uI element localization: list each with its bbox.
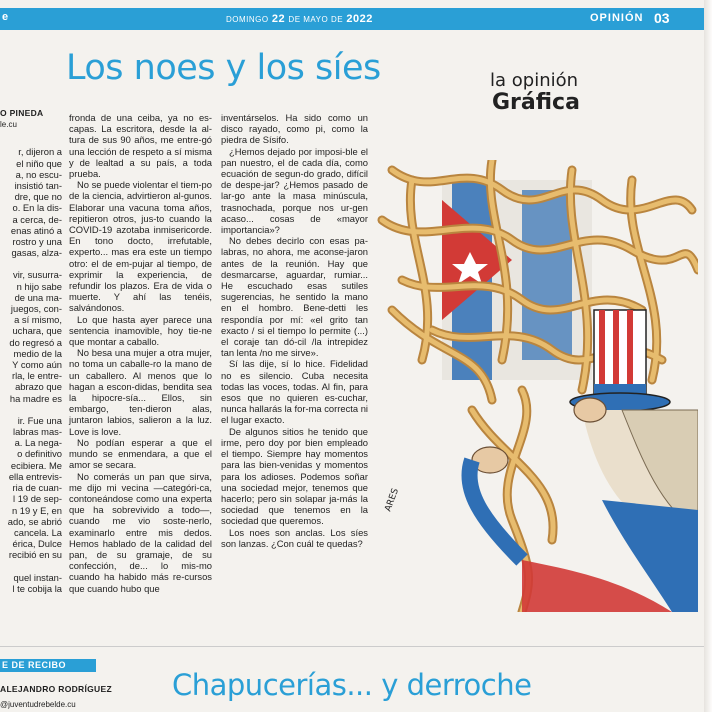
- article-paragraph: No besa una mujer a otra mujer, no toma un caballe-ro la mano de un caballero. Al menos que lo hagan a escon-didas, bendita sea la hipocre-sía... Ellos, sin embargo, ten-dieron alas, juntaron labios, salieron a la luz. Love is love.: [69, 347, 212, 437]
- article-paragraph: Lo que hasta ayer parece una sentencia inamovible, hoy tie-ne que montar a caballo.: [69, 313, 212, 348]
- column-left-line: juegos, con-: [10, 303, 62, 315]
- next-article-author: ALEJANDRO RODRÍGUEZ: [0, 684, 112, 694]
- section-name: OPINIÓN: [590, 12, 644, 24]
- header-left-fragment: e: [2, 11, 9, 23]
- article-column-left-cropped: [0, 108, 62, 594]
- column-left-line: quel instan-: [13, 571, 62, 583]
- article-paragraph: No comerás un pan que sirva, me dijo mi vecina —categóri-ca, contoneándose como una experta que ha sobrevivido a todo—, cuando me vio soste-nerlo, examinarlo entre mis dedos. Hemos hablado de la calidad del pan, de su gramaje, de su confección, de... lo mis-mo cuando ha habido más re-cursos que cuando hubo que: [69, 470, 212, 594]
- column-left-line: gasas, alza-: [11, 247, 62, 259]
- date-year: 2022: [346, 13, 373, 25]
- column-left-line: do regresó a: [9, 336, 62, 348]
- column-left-line: dre, que no: [14, 191, 62, 203]
- article-paragraph: fronda de una ceiba, ya no es-capas. La escritora, desde la al-tura de sus 90 años, me entre-gó una lección de respeto a sí misma y de lealtad a su país, a toda prueba.: [69, 112, 212, 180]
- article-paragraph: ¿Hemos dejado por imposi-ble el pan nuestro, el de cada día, como ecuación de segun-do grado, difícil de despe-jar? ¿Hemos pasado de lar-go ante la masa minúscula, trasnochada, porque nos ur-gen acaso... cosas de «mayor importancia»?: [221, 145, 368, 236]
- next-article-byline: [0, 684, 112, 712]
- column-left-line: érica, Dulce: [12, 538, 62, 550]
- cartoon-signature: ARES: [383, 487, 401, 514]
- column-left-line: abrazo que: [15, 381, 62, 393]
- column-left-line: a sí mismo,: [14, 314, 62, 326]
- column-left-line: el niño que: [16, 157, 62, 169]
- opinion-grafica-title-line2: Gráfica: [492, 90, 580, 115]
- column-left-line: labras mas-: [13, 426, 62, 438]
- column-left-line: ha madre es: [9, 392, 62, 404]
- column-left-line: a cerca, de-: [12, 213, 62, 225]
- column-left-line: l 19 de sep-: [13, 493, 62, 505]
- page-header-bar: [0, 8, 712, 30]
- column-left-line: ado, se abrió: [7, 515, 62, 527]
- column-left-line: recibió en su: [8, 549, 62, 561]
- article-paragraph: Los noes son anclas. Los síes son lanzas. ¿Con cuál te quedas?: [221, 526, 368, 549]
- article-paragraph: De algunos sitios he tenido que irme, pero doy por bien empleado el tiempo. Siempre hay momentos para las bien-venidas y momentos para los adioses. Podemos soñar una sociedad mejor, tenemos que hacerlo; pero sin solapar ja-más la sociedad que tenemos en la sociedad que queremos.: [221, 425, 368, 527]
- column-left-line: ria de cuan-: [12, 482, 62, 494]
- column-left-line: vir, susurra-: [13, 269, 62, 281]
- column-left-line: uchara, que: [12, 325, 62, 337]
- column-left-line: a. La nega-: [14, 437, 62, 449]
- column-left-line: ir. Fue una: [17, 414, 62, 426]
- column-left-line: de una ma-: [14, 291, 62, 303]
- column-left-line: insistió tan-: [14, 180, 62, 192]
- date-prefix: DOMINGO: [226, 15, 269, 24]
- column-left-line: cancela. La: [14, 526, 62, 538]
- column-left-line: enas atinó a: [10, 224, 62, 236]
- date-suffix: DE MAYO DE: [288, 15, 344, 24]
- next-article-headline: Chapucerías... y derroche: [172, 668, 532, 702]
- column-left-line: l te cobija la: [12, 582, 62, 594]
- article-column-right: [221, 112, 368, 549]
- page-number: 03: [654, 10, 670, 26]
- column-left-line: r, dijeron a: [18, 146, 62, 158]
- bottom-divider: [0, 646, 712, 647]
- editorial-cartoon: [372, 160, 698, 612]
- opinion-grafica-title-line1: la opinión: [490, 70, 579, 91]
- page-edge-shadow: [704, 0, 712, 712]
- article-paragraph: inventárselos. Ha sido como un disco rayado, como pi, como la piedra de Sísifo.: [221, 112, 368, 146]
- next-article-email: @juventudrebelde.cu: [0, 700, 76, 709]
- article-headline: Los noes y los síes: [66, 48, 381, 88]
- column-left-line: Y como aún: [12, 359, 62, 371]
- column-left-line: rla, le entre-: [11, 370, 62, 382]
- article-column-middle: [69, 112, 212, 594]
- article-paragraph: No podían esperar a que el mundo se enmendara, a que el amor se secara.: [69, 436, 212, 471]
- column-left-line: o. En la dis-: [12, 202, 62, 214]
- column-left-line: [0, 561, 62, 572]
- column-left-line: n 19 y E, en: [11, 504, 62, 516]
- column-left-line: ecibiera. Me: [10, 459, 62, 471]
- column-left-line: [0, 404, 62, 415]
- article-paragraph: Sí las dije, sí lo hice. Fidelidad no es silencio. Cuba necesita todas las voces, todas. Al fin, para esos que no quieren es-cuchar, nunca hallarás la for-ma correcta ni el lugar exacto.: [221, 358, 368, 426]
- next-article-tag: E DE RECIBO: [0, 659, 96, 672]
- column-left-line: o definitivo: [17, 448, 62, 460]
- column-left-line: n hijo sabe: [16, 280, 62, 292]
- issue-date: [226, 13, 373, 25]
- article-paragraph: No debes decirlo con esas pa-labras, no ahora, me aconse-jaron antes de la reunión. Hay que desmarcarse, aguardar, rumiar... He escuchado esas sutiles sugerencias, he sentido la mano en el hombro. Bene-detti les respondía por mí: «el grito tan exacto / si el tiempo lo permite (...) el coraje tan dó-cil /la intrepidez tan lenta /no me sirve».: [221, 235, 368, 359]
- article-byline-name: O PINEDA: [0, 108, 44, 118]
- column-left-line: rostro y una: [12, 236, 62, 248]
- column-left-line: a, no escu-: [15, 168, 62, 180]
- article-paragraph: No se puede violentar el tiem-po de la ciencia, advirtieron al-gunos. Elaborar una vacuna toma años, repitieron otros, jus-to cuando la COVID-19 azotaba inmisericorde. En tono docto, irrefutable, experto... mas era este un tiempo otro: el de em-pujar al tiempo, de exprimir la experiencia, de refundir los plazos. Era de vida o muerte. Y ahí las tenéis, salvándonos.: [69, 179, 212, 314]
- column-left-lines: [0, 146, 62, 594]
- article-byline-email: le.cu: [0, 120, 17, 130]
- column-left-line: [0, 258, 62, 269]
- column-left-line: medio de la: [13, 347, 62, 359]
- date-day: 22: [271, 13, 286, 25]
- column-left-line: ella entrevis-: [8, 470, 62, 482]
